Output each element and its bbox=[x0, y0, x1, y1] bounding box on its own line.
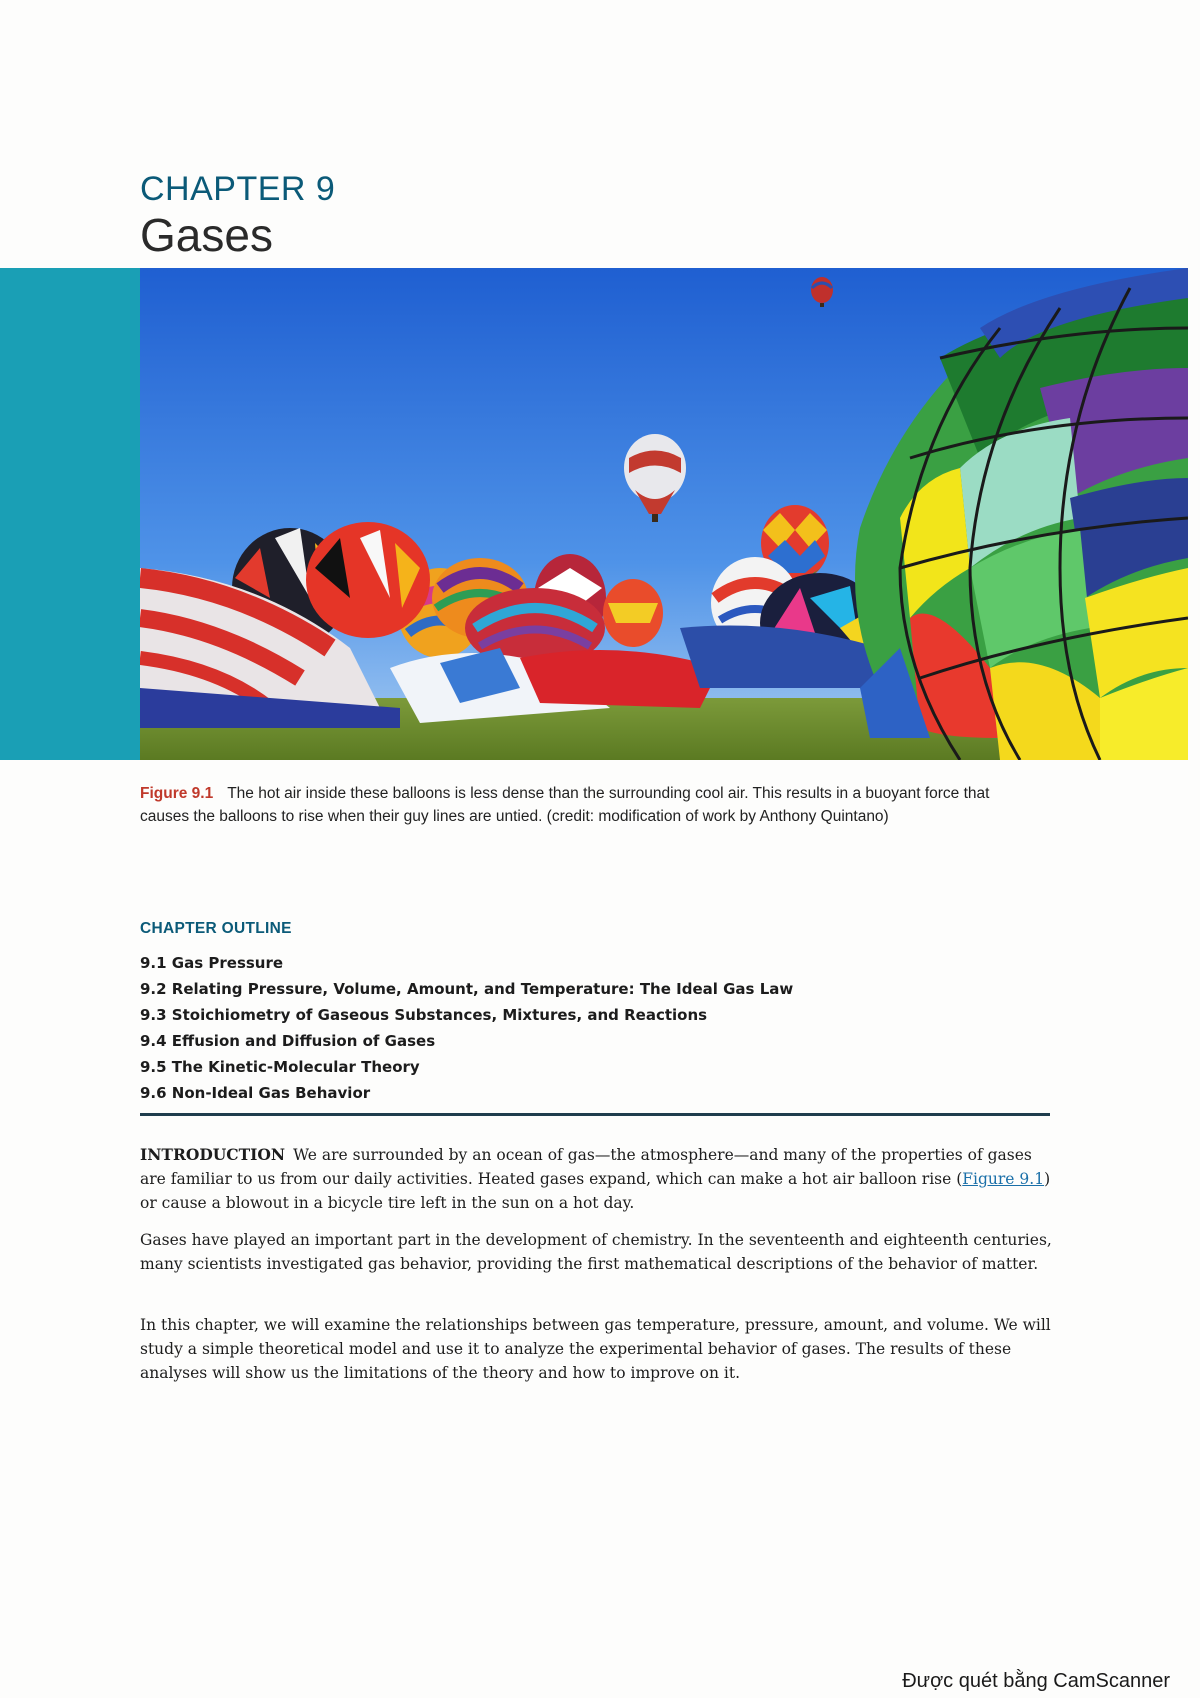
figure-link[interactable]: Figure 9.1 bbox=[962, 1170, 1045, 1188]
introduction-paragraph-3: In this chapter, we will examine the relationships between gas temperature, pressure, amount, and volume. We will study a simple theoretical model and use it to analyze the experimental behavior of gases. The results of these analyses will show us the limitations of the theory and how to improve on it. bbox=[140, 1316, 1051, 1382]
outline-item[interactable]: 9.4 Effusion and Diffusion of Gases bbox=[140, 1032, 436, 1050]
teal-accent-bar bbox=[0, 268, 140, 760]
chapter-outline-heading: CHAPTER OUTLINE bbox=[140, 920, 292, 937]
section-divider bbox=[140, 1113, 1050, 1116]
outline-item[interactable]: 9.2 Relating Pressure, Volume, Amount, and Temperature: The Ideal Gas Law bbox=[140, 980, 794, 998]
introduction-paragraph-1 bbox=[140, 1143, 1055, 1215]
chapter-label: CHAPTER 9 bbox=[140, 170, 336, 208]
figure-caption-text: The hot air inside these balloons is less dense than the surrounding cool air. This results in a buoyant force that causes the balloons to rise when their guy lines are untied. (credit: modification of work by Anthony Quintano) bbox=[140, 785, 990, 825]
outline-item[interactable]: 9.1 Gas Pressure bbox=[140, 954, 284, 972]
introduction-label: INTRODUCTION bbox=[140, 1145, 286, 1164]
intro-text-after-link: ) or cause a blowout in a bicycle tire left in the sun on a hot day. bbox=[140, 1170, 1051, 1212]
introduction-paragraph-2: Gases have played an important part in the development of chemistry. In the seventeenth and eighteenth centuries, many scientists investigated gas behavior, providing the first mathematical descriptions of the behavior of matter. bbox=[140, 1231, 1052, 1273]
figure-label: Figure 9.1 bbox=[140, 785, 214, 802]
camscanner-watermark: Được quét bằng CamScanner bbox=[902, 1670, 1170, 1692]
figure-caption bbox=[140, 782, 1040, 828]
intro-text-before-link: We are surrounded by an ocean of gas—the atmosphere—and many of the properties of gases are familiar to us from our daily activities. Heated gases expand, which can make a hot air balloon rise ( bbox=[140, 1146, 1032, 1188]
hot-air-balloons-photo bbox=[140, 268, 1188, 760]
outline-item[interactable]: 9.5 The Kinetic-Molecular Theory bbox=[140, 1058, 420, 1076]
outline-item[interactable]: 9.3 Stoichiometry of Gaseous Substances, Mixtures, and Reactions bbox=[140, 1006, 708, 1024]
outline-item[interactable]: 9.6 Non-Ideal Gas Behavior bbox=[140, 1084, 371, 1102]
chapter-title: Gases bbox=[140, 209, 273, 261]
chapter-outline-list bbox=[140, 950, 793, 1106]
